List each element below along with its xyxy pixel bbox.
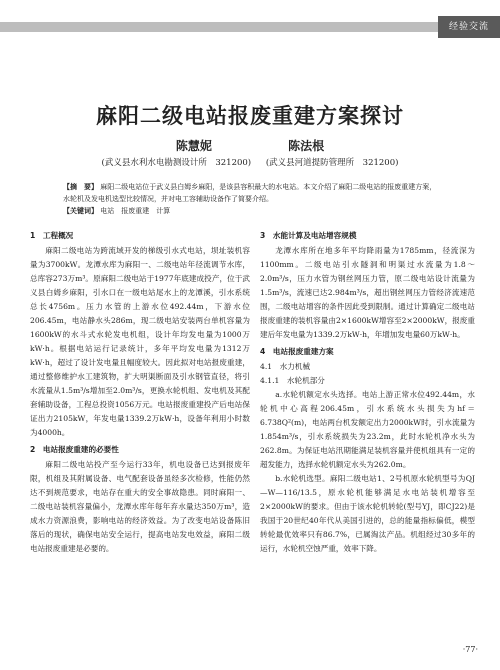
paragraph-hydro: 龙潭水库所在地多年平均降雨量为1785mm，径流深为1100mm。二级电站引水隧洞和明渠过水流量为1.8～2.0m³/s，压力水管为钢丝网压力管，原二级电站设计流量为1.5m³/s，流速已达2.984m³/s，超出钢丝网压力管经济流速范围，二级电站增容的条件因此受到限制。通过计算确定二级电站报废重建的装机容量由2×1600kW增容至2×2000kW，报废重建后年发电量为1339.2万kW·h，年增加发电量60万kW·h。 (260, 246, 475, 339)
keywords-text: 电站 报废重建 计算 (100, 207, 171, 215)
section-heading-4: 4 电站报废重建方案 (260, 347, 334, 356)
paragraph-head-selection: a.水轮机额定水头选择。电站上游正常水位492.44m，水轮机中心高程206.45m，引水系统水头损失为hf＝6.738Q²(m)，电站两台机发额定出力2000kW时，引水流量为1.854m³/s，引水系统损失为23.2m，此时水轮机净水头为262.8m。为保证电站汛期能满足装机容量并使机组具有一定的超发能力，选择水轮机额定水头为262.0m。 (260, 390, 475, 469)
paragraph-turbine-selection: b.水轮机选型。麻阳二级电站1、2号机原水轮机型号为QJ—W—116/13.5，原水轮机能够满足水电站装机增容至2×2000kW的要求。但由于该水轮机转轮(型号YJ，即CJ22)是我国于20世纪40年代从美国引进的，总的能量指标偏低，模型转轮最优效率只有86.7%，已属淘汰产品。机组经过30多年的运行，水轮机空蚀严重，效率下降。 (260, 474, 475, 553)
section-heading-3: 3 水能计算及电站增容规模 (260, 231, 357, 240)
section-heading-1: 1 工程概况 (30, 231, 74, 240)
affiliation-1: (武义县水利水电勘测设计所 321200) (101, 158, 252, 168)
abstract-text: 麻阳二级电站位于武义县白姆乡麻阳，是该县容积最大的水电站。本文介绍了麻阳二级电站的报废重建方案，水轮机及发电机选型比较情况，并对电工容辅助设备作了简要介绍。 (63, 183, 437, 203)
section-heading-2: 2 电站报废重建的必要性 (30, 445, 119, 454)
affiliations (0, 156, 500, 168)
subsection-heading-4-1: 4.1 水力机械 (260, 362, 311, 371)
author-1: 陈慧妮 (175, 139, 212, 153)
author-2: 陈法根 (288, 139, 325, 153)
abstract-label: 【摘 要】 (63, 183, 98, 191)
article-title: 麻阳二级电站报废重建方案探讨 (96, 103, 404, 128)
authors (0, 137, 500, 154)
header-bar (0, 22, 500, 32)
abstract-block (63, 181, 443, 217)
page-number: ·77· (462, 645, 478, 654)
right-column (260, 226, 475, 556)
paragraph-necessity: 麻阳二级电站投产至今运行33年，机电设备已达到报废年限，机组及其附属设备、电气配套设备虽经多次检修，性能仍然达不到规范要求，电站存在重大的安全事故隐患。同时麻阳一、二级电站装机容量偏小，龙潭水库年每年弃水量达350万m³，造成水力资源浪费，影响电站的经济效益。为了改变电站设备陈旧落后的现状，确保电站安全运行，提高电站发电效益，麻阳二级电站报废重建是必要的。 (30, 460, 250, 553)
affiliation-2: (武义县河道提防管理所 321200) (265, 158, 399, 168)
left-column (30, 226, 250, 556)
subsection-heading-4-1-1: 4.1.1 水轮机部分 (260, 376, 325, 385)
keywords-label: 【关键词】 (63, 207, 98, 215)
section-tag: 经验交流 (438, 16, 500, 38)
paragraph-overview: 麻阳二级电站为跨流域开发的梯级引水式电站，坝址装机容量为3700kW。龙潭水库为麻阳一、二级电站年径流调节水库，总库容273万m³。原麻阳二级电站于1977年底建成投产，位于武义县白姆乡麻阳，引水口在一级电站尾水上的龙潭溪，引水系统总长4756m。压力水管的上游水位492.44m，下游水位206.45m，电站静水头286m，现二级电站安装两台单机容量为1600kW的水斗式水轮发电机组，设计年均发电量为1000万kW·h。根据电站运行记录统计，多年平均发电量为1312万kW·h，超过了设计发电量且幅度较大。因此拟对电站报废重建，通过整修维护水工建筑物，扩大明渠断面及引水钢管直径，将引水流量从1.5m³/s增加至2.0m³/s，更换水轮机组、发电机及其配套辅助设备，工程总投资1056万元。电站报废重建投产后电站保证出力2105kW，年发电量1339.2万kW·h，设备年利用小时数为4000h。 (30, 246, 250, 437)
